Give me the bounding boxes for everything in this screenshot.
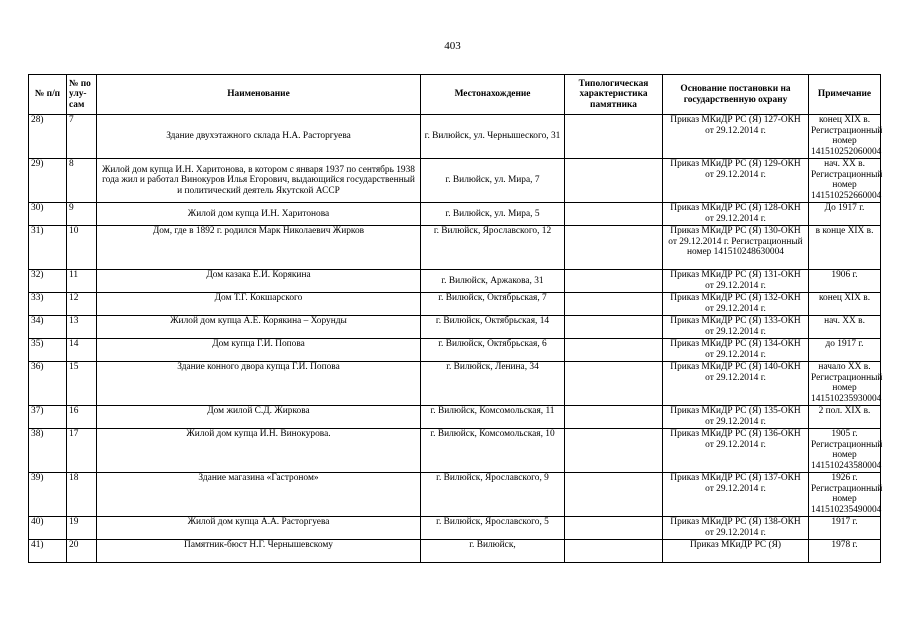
monuments-table [28,74,881,563]
row-basis: Приказ МКиДР РС (Я) 129-ОКН от 29.12.2014 г. [663,159,809,203]
row-basis: Приказ МКиДР РС (Я) 127-ОКН от 29.12.2014 г. [663,115,809,159]
table-row [29,473,881,517]
row-num: 39) [29,473,67,517]
row-location: г. Вилюйск, Октябрьская, 14 [421,316,565,339]
row-type [565,339,663,362]
page-number: 403 [444,40,461,52]
row-basis: Приказ МКиДР РС (Я) 138-ОКН от 29.12.2014 г. [663,517,809,540]
row-note: конец XIX в. Регистрационный номер 141510252060004 [809,115,881,159]
row-ulus-num: 20 [67,540,97,563]
table-header [29,75,881,115]
row-note: начало XX в. Регистрационный номер 141510235930004 [809,362,881,406]
row-note: 1978 г. [809,540,881,563]
row-name: Здание конного двора купца Г.И. Попова [97,362,421,406]
row-num: 28) [29,115,67,159]
row-basis: Приказ МКиДР РС (Я) 131-ОКН от 29.12.2014 г. [663,270,809,293]
row-type [565,203,663,226]
row-num: 31) [29,226,67,270]
row-type [565,406,663,429]
table-row [29,316,881,339]
row-type [565,159,663,203]
row-location: г. Вилюйск, Комсомольская, 10 [421,429,565,473]
row-basis: Приказ МКиДР РС (Я) 132-ОКН от 29.12.2014 г. [663,293,809,316]
header-basis: Основание постановки на государственную охрану [663,75,809,115]
row-location: г. Вилюйск, Октябрьская, 6 [421,339,565,362]
table-row [29,362,881,406]
table-row [29,293,881,316]
row-note: 1906 г. [809,270,881,293]
row-ulus-num: 15 [67,362,97,406]
row-ulus-num: 7 [67,115,97,159]
row-type [565,473,663,517]
header-note: Примечание [809,75,881,115]
row-basis: Приказ МКиДР РС (Я) 128-ОКН от 29.12.2014 г. [663,203,809,226]
table-row [29,339,881,362]
row-name: Жилой дом купца И.Н. Харитонова, в котором с января 1937 по сентябрь 1938 года жил и работал Винокуров Илья Егорович, выдающийся государственный и политический деятель Якутской АССР [97,159,421,203]
row-num: 40) [29,517,67,540]
row-ulus-num: 16 [67,406,97,429]
row-basis: Приказ МКиДР РС (Я) 140-ОКН от 29.12.2014 г. [663,362,809,406]
row-location: г. Вилюйск, Аржакова, 31 [421,270,565,293]
row-note: 1926 г. Регистрационный номер 141510235490004 [809,473,881,517]
row-type [565,115,663,159]
row-ulus-num: 9 [67,203,97,226]
row-num: 29) [29,159,67,203]
row-name: Дом купца Г.И. Попова [97,339,421,362]
row-type [565,362,663,406]
row-name: Жилой дом купца А.А. Расторгуева [97,517,421,540]
table-body [29,115,881,563]
header-type: Типологическая характеристика памятника [565,75,663,115]
row-note: нач. XX в. Регистрационный номер 141510252660004 [809,159,881,203]
row-ulus-num: 13 [67,316,97,339]
row-name: Дом казака Е.И. Корякина [97,270,421,293]
row-name: Памятник-бюст Н.Г. Чернышевскому [97,540,421,563]
table-row [29,270,881,293]
row-name: Жилой дом купца И.Н. Винокурова. [97,429,421,473]
row-num: 33) [29,293,67,316]
row-location: г. Вилюйск, ул. Чернышеского, 31 [421,115,565,159]
row-num: 41) [29,540,67,563]
row-location: г. Вилюйск, Комсомольская, 11 [421,406,565,429]
row-location: г. Вилюйск, Ярославского, 9 [421,473,565,517]
row-note: в конце XIX в. [809,226,881,270]
row-type [565,517,663,540]
row-type [565,270,663,293]
row-num: 37) [29,406,67,429]
row-location: г. Вилюйск, Ленина, 34 [421,362,565,406]
row-name: Дом жилой С.Д. Жиркова [97,406,421,429]
table-row [29,406,881,429]
row-num: 35) [29,339,67,362]
row-note: 1917 г. [809,517,881,540]
table-row [29,429,881,473]
row-ulus-num: 8 [67,159,97,203]
row-basis: Приказ МКиДР РС (Я) 137-ОКН от 29.12.2014 г. [663,473,809,517]
header-ulus: № по улу-сам [67,75,97,115]
row-basis: Приказ МКиДР РС (Я) [663,540,809,563]
row-location: г. Вилюйск, Октябрьская, 7 [421,293,565,316]
row-type [565,316,663,339]
row-basis: Приказ МКиДР РС (Я) 135-ОКН от 29.12.2014 г. [663,406,809,429]
row-note: 2 пол. XIX в. [809,406,881,429]
row-num: 32) [29,270,67,293]
row-type [565,293,663,316]
page-bottom-crop [0,603,905,640]
row-ulus-num: 18 [67,473,97,517]
table-row [29,159,881,203]
row-name: Здание магазина «Гастроном» [97,473,421,517]
row-basis: Приказ МКиДР РС (Я) 136-ОКН от 29.12.2014 г. [663,429,809,473]
row-num: 34) [29,316,67,339]
row-basis: Приказ МКиДР РС (Я) 133-ОКН от 29.12.2014 г. [663,316,809,339]
row-ulus-num: 19 [67,517,97,540]
row-ulus-num: 14 [67,339,97,362]
row-type [565,429,663,473]
row-location: г. Вилюйск, Ярославского, 12 [421,226,565,270]
row-num: 30) [29,203,67,226]
row-note: до 1917 г. [809,339,881,362]
row-type [565,540,663,563]
header-location: Местонахождение [421,75,565,115]
header-num: № п/п [29,75,67,115]
row-ulus-num: 17 [67,429,97,473]
row-note: нач. XX в. [809,316,881,339]
row-location: г. Вилюйск, ул. Мира, 5 [421,203,565,226]
row-note: конец XIX в. [809,293,881,316]
row-num: 36) [29,362,67,406]
row-note: 1905 г. Регистрационный номер 141510243580004 [809,429,881,473]
row-ulus-num: 11 [67,270,97,293]
row-ulus-num: 10 [67,226,97,270]
row-ulus-num: 12 [67,293,97,316]
row-basis: Приказ МКиДР РС (Я) 130-ОКН от 29.12.2014 г. Регистрационный номер 141510248630004 [663,226,809,270]
row-note: До 1917 г. [809,203,881,226]
row-name: Жилой дом купца И.Н. Харитонова [97,203,421,226]
row-name: Жилой дом купца А.Е. Корякина – Хорунды [97,316,421,339]
row-name: Дом Т.Г. Кокшарского [97,293,421,316]
row-location: г. Вилюйск, [421,540,565,563]
row-basis: Приказ МКиДР РС (Я) 134-ОКН от 29.12.2014 г. [663,339,809,362]
header-name: Наименование [97,75,421,115]
table-row [29,517,881,540]
row-location: г. Вилюйск, Ярославского, 5 [421,517,565,540]
table-row [29,115,881,159]
row-num: 38) [29,429,67,473]
row-location: г. Вилюйск, ул. Мира, 7 [421,159,565,203]
row-name: Дом, где в 1892 г. родился Марк Николаевич Жирков [97,226,421,270]
table-row [29,226,881,270]
table-row [29,540,881,563]
table-row [29,203,881,226]
row-name: Здание двухэтажного склада Н.А. Расторгуева [97,115,421,159]
row-type [565,226,663,270]
